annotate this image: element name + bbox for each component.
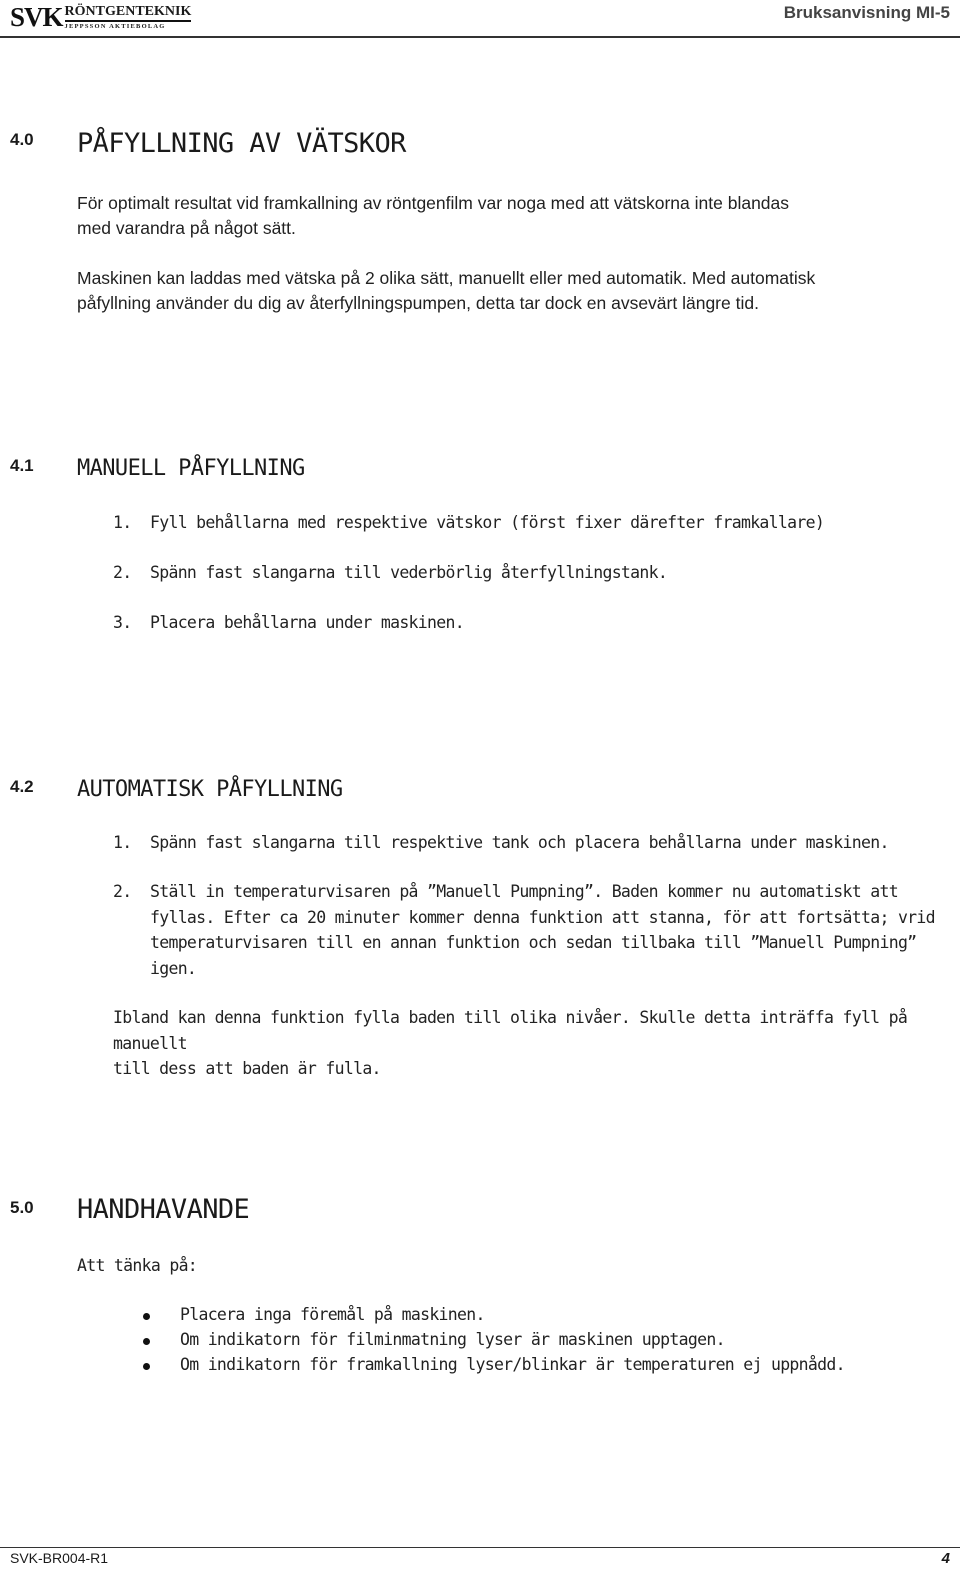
list-item-text: Fyll behållarna med respektive vätskor (först fixer därefter framkallare) <box>150 513 825 532</box>
paragraph-intro <box>77 191 789 241</box>
list-item-number: 3. <box>113 613 132 632</box>
footer-divider <box>0 1547 960 1548</box>
logo-bottom-text: JEPPSSON AKTIEBOLAG <box>64 23 166 30</box>
note-paragraph <box>113 1005 960 1082</box>
bullet-item-text: Placera inga föremål på maskinen. <box>180 1305 485 1324</box>
document-code: SVK-BR004-R1 <box>10 1550 109 1566</box>
paragraph-methods <box>77 266 815 316</box>
list-item-number: 2. <box>113 563 132 582</box>
section-number: 5.0 <box>10 1198 34 1217</box>
section-heading: PÅFYLLNING AV VÄTSKOR <box>77 128 406 159</box>
section-heading: HANDHAVANDE <box>77 1194 250 1225</box>
list-item-line: fyllas. Efter ca 20 minuter kommer denna funktion att stanna, för att fortsätta; vrid <box>150 907 935 927</box>
bullet-icon <box>143 1338 150 1345</box>
subsection-number: 4.2 <box>10 777 34 796</box>
paragraph-line: påfyllning använder du dig av återfyllningspumpen, detta tar dock en avsevärt längre tid. <box>77 293 759 313</box>
bullet-item-text: Om indikatorn för filminmatning lyser är maskinen upptagen. <box>180 1330 725 1349</box>
list-item-number: 1. <box>113 513 132 532</box>
subsection-heading: AUTOMATISK PÅFYLLNING <box>77 777 343 802</box>
paragraph-line: med varandra på något sätt. <box>77 218 296 238</box>
bullet-item-text: Om indikatorn för framkallning lyser/blinkar är temperaturen ej uppnådd. <box>180 1355 845 1374</box>
subsection-heading: MANUELL PÅFYLLNING <box>77 456 305 481</box>
list-item-line: temperaturvisaren till en annan funktion och sedan tillbaka till ”Manuell Pumpning” <box>150 933 917 952</box>
list-item-text: Spänn fast slangarna till respektive tank och placera behållarna under maskinen. <box>150 833 889 852</box>
note-line: Ibland kan denna funktion fylla baden till olika nivåer. Skulle detta inträffa fyll på manuellt <box>113 1008 908 1053</box>
company-logo <box>10 2 191 32</box>
list-item-number: 1. <box>113 833 132 852</box>
logo-main-text: SVK <box>10 2 63 32</box>
paragraph-line: För optimalt resultat vid framkallning av röntgenfilm var noga med att vätskorna inte blandas <box>77 193 790 213</box>
logo-top-text: RÖNTGENTEKNIK <box>65 5 192 22</box>
subsection-number: 4.1 <box>10 456 34 475</box>
header-divider <box>0 36 960 38</box>
list-item-line: igen. <box>150 958 197 978</box>
page-number: 4 <box>941 1550 950 1567</box>
list-item-text: Placera behållarna under maskinen. <box>150 613 464 632</box>
section-number: 4.0 <box>10 130 34 149</box>
paragraph-line: Maskinen kan laddas med vätska på 2 olika sätt, manuellt eller med automatik. Med automatisk <box>77 268 816 288</box>
bullet-icon <box>143 1313 150 1320</box>
page-header <box>0 0 960 40</box>
document-title: Bruksanvisning MI-5 <box>783 3 950 22</box>
note-line: till dess att baden är fulla. <box>113 1059 381 1078</box>
list-item-text <box>150 879 935 981</box>
list-item-number: 2. <box>113 882 132 901</box>
bullet-icon <box>143 1363 150 1370</box>
logo-subtext <box>65 5 192 31</box>
list-item-line: Ställ in temperaturvisaren på ”Manuell Pumpning”. Baden kommer nu automatiskt att <box>150 882 898 901</box>
section-intro: Att tänka på: <box>77 1256 198 1275</box>
list-item-text: Spänn fast slangarna till vederbörlig återfyllningstank. <box>150 563 668 582</box>
